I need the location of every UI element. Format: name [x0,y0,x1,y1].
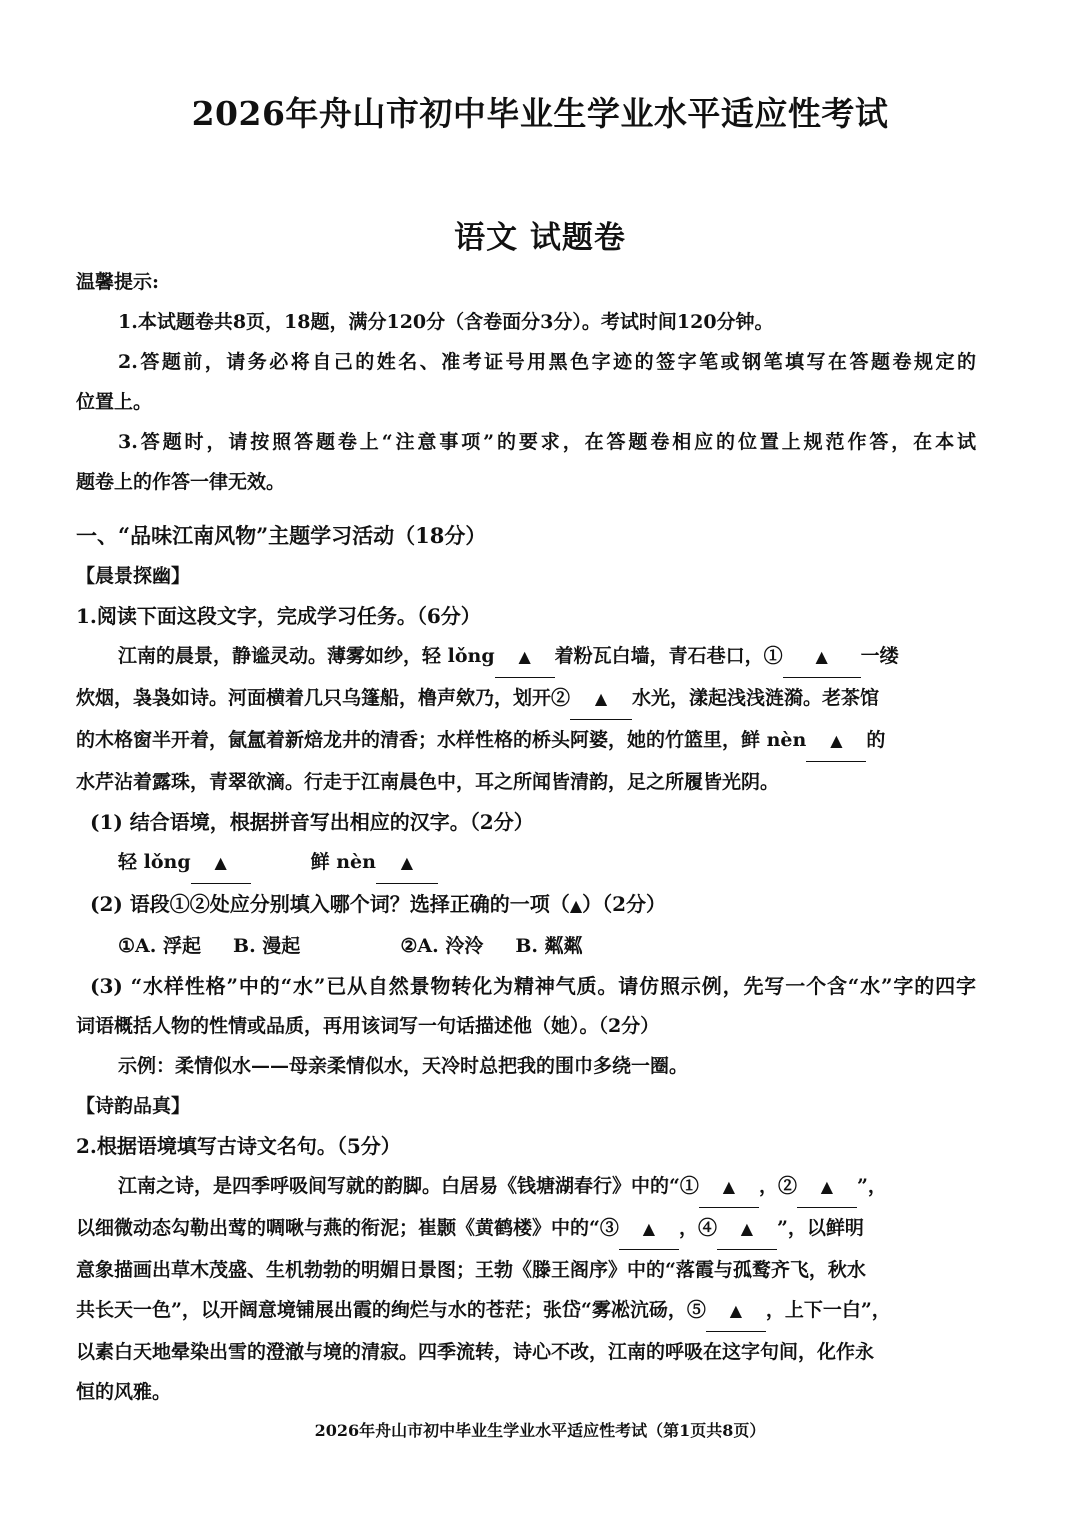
q2-passage-line-3: 意象描画出草木茂盛、生机勃勃的明媚日景图；王勃《滕王阁序》中的“落霞与孤鹜齐飞，秋水 [76,1259,866,1281]
q1-text: (2) 语段①②处应分别填入哪个词？选择正确的一项（ [90,892,570,916]
answer-blank[interactable] [699,1166,759,1208]
q1-text: 一缕 [860,645,899,667]
answer-blank[interactable] [495,636,555,678]
option: B. 粼粼 [515,935,583,957]
option: ①A. 浮起 [118,935,202,957]
answer-blank[interactable] [717,1208,777,1250]
triangle-icon: ▲ [830,731,843,750]
question-1-title: 1.阅读下面这段文字，完成学习任务。（6分） [76,604,481,628]
q2-passage-line-5: 以素白天地晕染出雪的澄澈与境的清寂。四季流转，诗心不改，江南的呼吸在这字句间，化作永 [76,1341,875,1363]
q2-text: ，上下一白”， [765,1299,891,1321]
section-1-heading: 一、“品味江南风物”主题学习活动（18分） [76,523,487,548]
q1-sub-1-answers [76,842,976,884]
part-2-label: 【诗韵品真】 [76,1095,191,1117]
question-2-title: 2.根据语境填写古诗文名句。（5分） [76,1134,401,1158]
part-1-label: 【晨景探幽】 [76,565,191,587]
q2-text: ”，以鲜明 [776,1217,864,1239]
q2-text: ，④ [678,1217,717,1239]
triangle-icon: ▲ [400,853,414,872]
triangle-icon: ▲ [722,1177,736,1196]
triangle-icon: ▲ [815,647,828,666]
q1-text: ）（2分） [582,892,667,916]
answer-blank[interactable] [797,1166,857,1208]
q1-text: 着粉瓦白墙，青石巷口，① [554,645,783,667]
answer-blank[interactable] [806,720,866,762]
answer-blank[interactable] [191,842,251,884]
q1-text: 轻 lǒng [118,851,191,873]
q2-passage-line-6: 恒的风雅。 [76,1381,172,1403]
page-subtitle: 语文 试题卷 [454,220,626,256]
q1-passage-line-2 [76,678,976,720]
tip-1: 1.本试题卷共8页，18题，满分120分（含卷面分3分）。考试时间120分钟。 [118,311,774,333]
q1-text: 的木格窗半开着，氤氲着新焙龙井的清香；水样性格的桥头阿婆，她的竹篮里，鲜 nèn [76,729,807,751]
answer-blank[interactable] [706,1290,766,1332]
option: B. 漫起 [233,935,301,957]
q1-text: 江南的晨景，静谧灵动。薄雾如纱，轻 lǒng [118,645,495,667]
tip-3-line-1: 3.答题时，请按照答题卷上“注意事项”的要求，在答题卷相应的位置上规范作答，在本试 [118,431,976,453]
q1-text: 炊烟，袅袅如诗。河面横着几只乌篷船，橹声欸乃，划开② [76,687,571,709]
answer-blank[interactable] [376,842,438,884]
q1-text: 水光，漾起浅浅涟漪。老茶馆 [632,687,880,709]
q1-sub-2-options [76,926,976,966]
q1-text: 鲜 nèn [310,851,376,873]
answer-blank[interactable] [783,636,861,678]
triangle-icon: ▲ [820,1177,834,1196]
page-footer: 2026年舟山市初中毕业生学业水平适应性考试（第1页共8页） [314,1421,766,1440]
q2-text: ”， [856,1175,887,1197]
triangle-icon: ▲ [518,647,531,666]
q2-text: 共长天一色”，以开阔意境铺展出霞的绚烂与水的苍茫；张岱“雾凇沆砀，⑤ [76,1299,706,1321]
triangle-icon: ▲ [642,1219,656,1238]
q1-text: 的 [866,729,886,751]
q2-passage-line-2 [76,1208,976,1250]
q1-passage-line-1 [76,636,976,678]
q2-text: 江南之诗，是四季呼吸间写就的韵脚。白居易《钱塘湖春行》中的“① [118,1175,699,1197]
q1-sub-2 [76,884,976,926]
page-title: 2026年舟山市初中毕业生学业水平适应性考试 [191,94,889,133]
triangle-icon: ▲ [569,896,583,915]
q2-text: 以细微动态勾勒出莺的啁啾与燕的衔泥；崔颢《黄鹤楼》中的“③ [76,1217,619,1239]
q1-sub-3-example: 示例：柔情似水——母亲柔情似水，天冷时总把我的围巾多绕一圈。 [118,1055,689,1077]
q1-sub-1: (1) 结合语境，根据拼音写出相应的汉字。（2分） [90,810,534,834]
triangle-icon: ▲ [740,1219,754,1238]
q2-passage-line-1 [76,1166,976,1208]
tip-2-line-2: 位置上。 [76,391,153,413]
tips-heading: 温馨提示: [76,271,160,293]
q2-passage-line-4 [76,1290,976,1332]
q1-passage-line-4: 水芹沾着露珠，青翠欲滴。行走于江南晨色中，耳之所闻皆清韵，足之所履皆光阴。 [76,771,780,793]
exam-body [76,262,976,1412]
answer-blank[interactable] [619,1208,679,1250]
q1-passage-line-3 [76,720,976,762]
q1-sub-3-line-2: 词语概括人物的性情或品质，再用该词写一句话描述他（她）。（2分） [76,1015,660,1037]
triangle-icon: ▲ [594,689,608,708]
triangle-icon: ▲ [214,853,227,872]
triangle-icon: ▲ [729,1301,743,1320]
q1-sub-3-line-1: (3) “水样性格”中的“水”已从自然景物转化为精神气质。请仿照示例，先写一个含“水”字的四字 [90,974,976,998]
answer-blank[interactable] [570,678,632,720]
q2-text: ，② [758,1175,797,1197]
tip-3-line-2: 题卷上的作答一律无效。 [76,471,286,493]
tip-2-line-1: 2.答题前，请务必将自己的姓名、准考证号用黑色字迹的签字笔或钢笔填写在答题卷规定的 [118,351,976,373]
option: ②A. 泠泠 [400,935,484,957]
